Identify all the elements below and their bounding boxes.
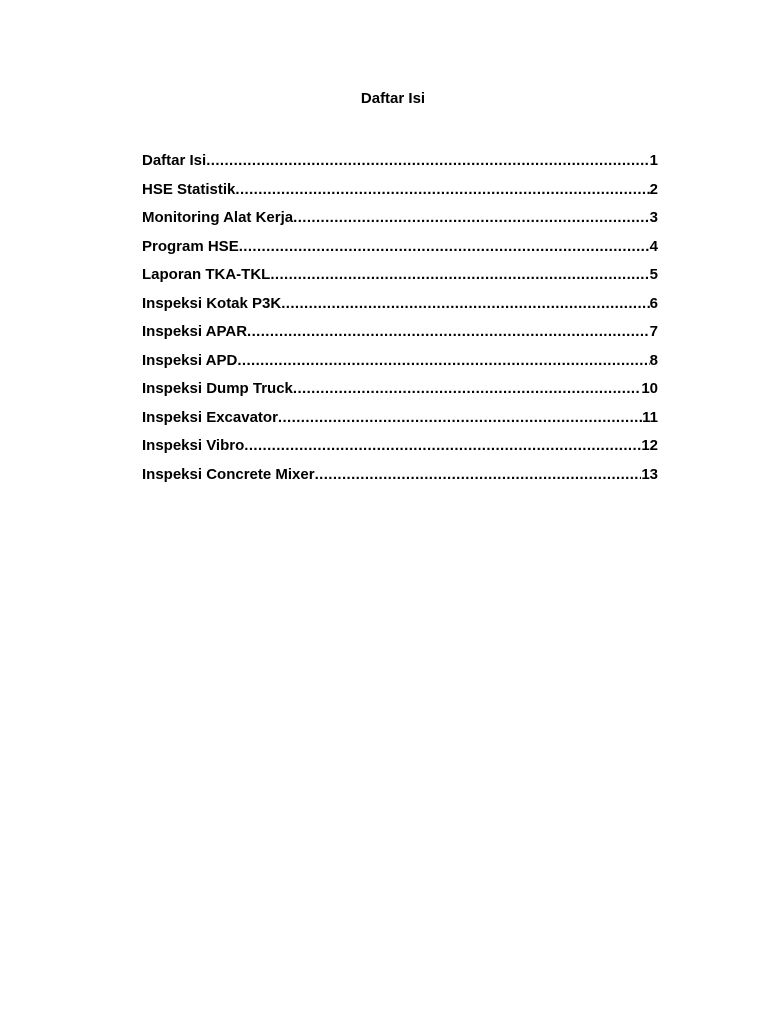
- toc-entry-page: 12: [641, 437, 658, 454]
- toc-leader-dots: [244, 436, 641, 456]
- toc-leader-dots: [270, 265, 649, 285]
- toc-entry[interactable]: [142, 208, 658, 237]
- table-of-contents: [142, 151, 658, 493]
- toc-entry-page: 11: [642, 408, 658, 426]
- toc-entry[interactable]: [142, 351, 658, 380]
- toc-leader-dots: [237, 351, 649, 371]
- toc-entry[interactable]: [142, 237, 658, 266]
- toc-entry-page: 3: [649, 209, 658, 226]
- toc-entry-label: Program HSE: [142, 237, 239, 255]
- toc-entry-label: Daftar Isi: [142, 152, 207, 169]
- toc-entry-page: 4: [649, 237, 658, 255]
- toc-entry[interactable]: [142, 265, 658, 294]
- toc-leader-dots: [247, 322, 650, 342]
- toc-leader-dots: [235, 180, 649, 200]
- toc-entry-label: Laporan TKA-TKL: [142, 266, 271, 283]
- page-title: Daftar Isi: [360, 90, 426, 107]
- toc-entry-label: Inspeksi APAR: [142, 323, 248, 340]
- toc-entry-page: 7: [649, 323, 658, 340]
- toc-entry[interactable]: [142, 408, 658, 437]
- toc-entry-label: HSE Statistik: [142, 180, 236, 198]
- toc-leader-dots: [278, 408, 642, 428]
- toc-entry[interactable]: [142, 294, 658, 323]
- toc-entry-page: 13: [641, 465, 658, 483]
- toc-entry[interactable]: [142, 379, 658, 408]
- toc-entry-label: Monitoring Alat Kerja: [142, 209, 294, 226]
- toc-entry-label: Inspeksi APD: [142, 351, 238, 369]
- toc-entry-page: 1: [649, 152, 658, 169]
- toc-entry-label: Inspeksi Kotak P3K: [142, 294, 282, 312]
- toc-leader-dots: [281, 294, 649, 314]
- toc-entry-page: 5: [649, 266, 658, 283]
- toc-leader-dots: [206, 151, 649, 171]
- toc-entry[interactable]: [142, 465, 658, 494]
- toc-leader-dots: [293, 379, 641, 399]
- toc-entry[interactable]: [142, 180, 658, 209]
- toc-leader-dots: [315, 465, 642, 485]
- toc-entry-page: 6: [649, 294, 658, 312]
- toc-entry-label: Inspeksi Dump Truck: [142, 380, 293, 397]
- toc-entry-page: 2: [649, 180, 658, 198]
- toc-entry[interactable]: [142, 151, 658, 180]
- toc-entry[interactable]: [142, 322, 658, 351]
- toc-entry-page: 8: [649, 351, 658, 369]
- toc-entry[interactable]: [142, 436, 658, 465]
- toc-leader-dots: [239, 237, 650, 257]
- toc-entry-label: Inspeksi Excavator: [142, 408, 278, 426]
- toc-entry-label: Inspeksi Concrete Mixer: [142, 465, 315, 483]
- toc-entry-label: Inspeksi Vibro: [142, 437, 245, 454]
- toc-leader-dots: [293, 208, 650, 228]
- toc-entry-page: 10: [641, 380, 658, 397]
